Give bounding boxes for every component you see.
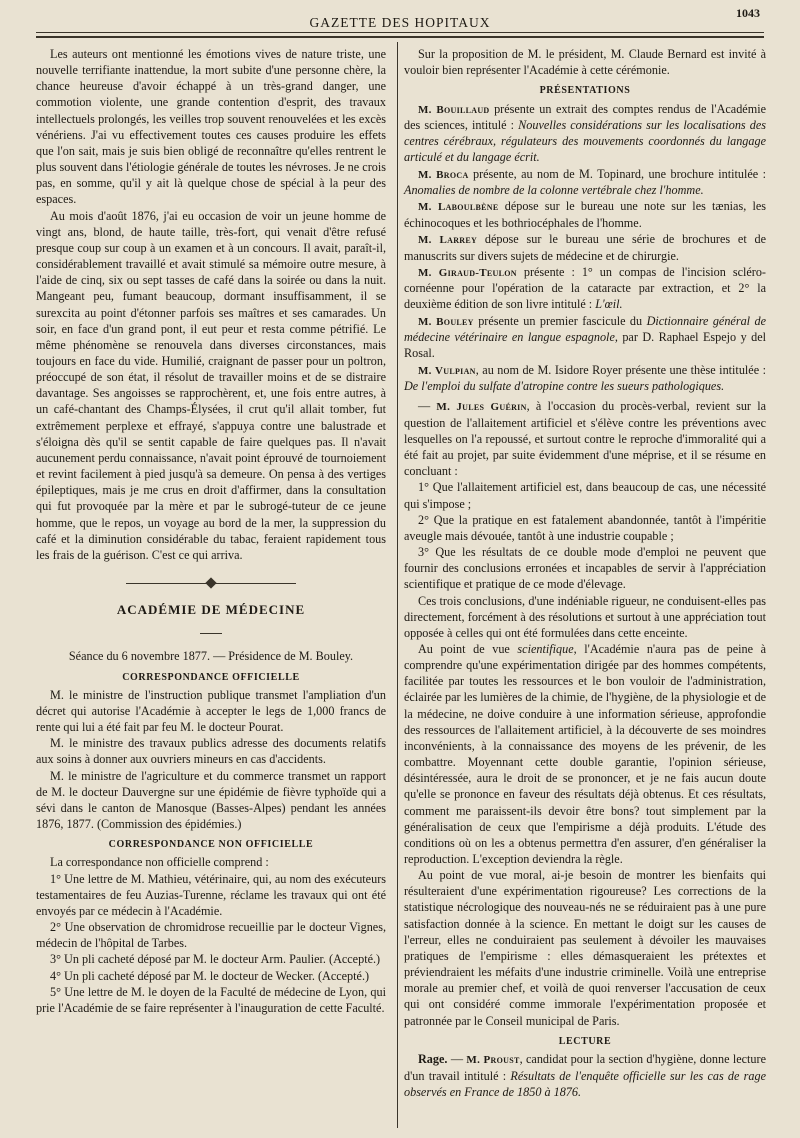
presenter-name: M. Larrey [418,234,478,247]
section-separator [36,579,386,587]
conclusion-item: 3° Que les résultats de ce double mode d'emploi ne peuvent que fournir des conclusions erronées et incapables de servir à l'appréciation scientifique et pratique de ce mode d'élevage. [404,545,766,592]
presentation-text: , au nom de M. Isidore Royer présente une thèse intitulée : [475,362,767,377]
presentation-title: Anomalies de nombre de la colonne vertébrale chez l'homme. [404,183,704,198]
speaker-name: M. Proust [466,1053,520,1066]
presentation-item [404,166,766,199]
presentation-title: De l'emploi du sulfate d'atropine contre les sueurs pathologiques. [404,379,725,394]
presenter-name: M. Laboulbène [418,201,499,214]
running-head: GAZETTE DES HOPITAUX [309,15,491,30]
presentation-text: présente un premier fascicule du [473,313,647,328]
separator-ornament [205,577,216,588]
dash: — [447,1051,467,1066]
conclusion-item: 1° Que l'allaitement artificiel est, dans beaucoup de cas, une nécessité qui s'impose ; [404,480,766,511]
article-paragraph: Les auteurs ont mentionné les émotions vives de nature triste, une nouvelle terrifiante inattendue, la mort subite d'une personne chère, la chance heureuse d'avoir échappé à un très-grand danger, une commotion violente, une grande contention d'esprit, des travaux intellectuels prolongés, les veilles trop souvent renouvelées et les excès vénériens. J'ai vu effectivement toutes ces causes produire les effets que l'on sait, mais je suis bien obligé de reconnaître qu'elles rentrent le plus souvent dans l'étiologie générale de toutes les névroses. Je ne crois pas, en somme, qu'il y ait là quelque chose de spécial à la peur des espaces. [36,47,386,207]
presentation-text: présente : 1° un compas de l'incision scléro-cornéenne pour l'opération de la cataracte par extraction, et 2° la deuxième édition de son livre intitulé : [404,264,766,312]
lecture-text: , candidat pour la section d'hygiène, donne lecture d'un travail intitulé : [404,1051,766,1083]
presentation-item [404,313,766,362]
guerin-paragraph [404,398,766,479]
presentation-text: dépose sur le bureau une note sur les tænias, les échinocoques et les bothriocéphales de l'homme. [404,199,766,230]
heading-dash [36,624,386,640]
lecture-item [404,1051,766,1100]
correspondance-item: 4° Un pli cacheté déposé par M. le docteur de Wecker. (Accepté.) [50,968,370,983]
seance-line: Séance du 6 novembre 1877. — Présidence de M. Bouley. [68,649,354,664]
guerin-text: , à l'occasion du procès-verbal, revient sur la question de l'allaitement artificiel et s'élève contre les préventions avec lesquelles on l'a repoussé, et surtout contre le reproche d'immoralité qui a été fait au projet, par suite évidemment d'une méprise, et il se résume en concluant : [404,399,766,479]
presenter-name: M. Broca [418,168,469,181]
presentation-title: Nouvelles considérations sur les localisations des centres cérébraux, régulateurs des mouvements coordonnés du langage articulé et du langage écrit. [404,118,766,165]
right-column [404,46,766,1100]
correspondance-item: 2° Une observation de chromidrose recueillie par le docteur Vignes, médecin de l'hôpital de Tarbes. [36,920,386,951]
academie-heading: ACADÉMIE DE MÉDECINE [116,602,306,617]
conclusion-item: 2° Que la pratique en est fatalement abandonnée, tantôt à l'impéritie aveugle mais dévouée, tantôt à une industrie coupable ; [404,512,766,543]
text-run: , l'Académie n'aura pas de peine à comprendre qu'une expérimentation dirigée par des hommes compétents, facilitée par toutes les ressources et le bon vouloir de l'administration, éclairée par les lumières de la chimie, de l'hygiène, de la physiologie et de la médecine, ne doive conduire à une information sérieuse, approfondie des ressources de l'allaitement artificiel, à la découverte de ses moindres inconvénients, à la connaissance des moyens de les prévenir, de les combattre. Moyennant cette double garantie, l'opinion sérieuse, désintéressée, aura le droit de se prononcer, et je ne fais aucun doute qu'elle se prononce en faveur des résultats déjà obtenus. Et ces résultats, comment me paraissent-ils devoir être bons? tout simplement par la généralisation de ceux que l'empirisme a déjà produits. L'étude des conditions où on les a obtenus permettra d'en assurer, d'en généraliser la reproduction. L'exception deviendra la règle. [404,641,766,866]
correspondance-officielle-heading: CORRESPONDANCE OFFICIELLE [122,671,300,683]
presentation-item [404,264,766,313]
presenter-name: M. Vulpian [418,364,476,377]
presentations-heading: PRÉSENTATIONS [539,85,631,97]
presentation-item [404,198,766,231]
presentation-title: Dictionnaire général de médecine vétérinaire en langue espagnole, [404,313,766,345]
correspondance-intro: La correspondance non officielle comprend : [50,855,269,870]
header-rule [36,32,764,33]
presenter-name: M. Giraud-Teulon [418,266,517,279]
rage-label: Rage. [418,1051,448,1066]
article-paragraph: Ces trois conclusions, d'une indéniable rigueur, ne conduisent-elles pas directement, forcément à des résolutions et surtout à une appréciation tout opposée à celles qui ont été formulées dans cette enceinte. [404,593,766,640]
presentation-text: dépose sur le bureau une série de brochures et de manuscrits sur divers sujets de médecine et de chirurgie. [404,232,766,263]
guerin-dash: — [418,399,437,414]
correspondance-item: 3° Un pli cacheté déposé par M. le docteur Arm. Paulier. (Accepté.) [50,952,381,967]
correspondance-non-officielle-heading: CORRESPONDANCE NON OFFICIELLE [108,839,314,851]
presentation-text: présente un extrait des comptes rendus de l'Académie des sciences, intitulé : [404,101,766,133]
left-column [36,46,386,1016]
lecture-heading: LECTURE [558,1035,612,1047]
emphasis: scientifique [517,641,574,656]
article-paragraph: Au point de vue moral, ai-je besoin de montrer les bienfaits qui résulteraient d'une expérimentation rigoureuse? Les corrections de la statistique nécrologique des nouveau-nés ne se réduiraient pas à une pure satisfaction donnée à la science. En mettant le doigt sur les causes de l'erreur, elles ne conduiraient pas seulement à dévoiler les mauvaises pratiques de l'empirisme : elles démasqueraient les prétextes et préviendraient les méfaits d'une industrie criminelle. Voilà une entreprise morale au premier chef, et voilà de quoi renverser l'accusation de ceux qui ont considéré comme immorale l'expérimentation proposée et patronnée par le Conseil municipal de Paris. [404,868,766,1028]
presentation-text: présente, au nom de M. Topinard, une brochure intitulée : [468,166,766,181]
presentation-item [404,231,766,264]
column-divider [397,42,398,1128]
presentation-title: L'œil. [595,297,623,312]
lecture-title: Résultats de l'enquête officielle sur les cas de rage observés en France de 1850 à 1876. [404,1068,766,1099]
presentation-item [404,362,766,395]
correspondance-item: M. le ministre de l'instruction publique transmet l'ampliation d'un décret qui autorise l'Académie à accepter le legs de 1,000 francs de rente qui lui a été fait par feu M. le docteur Pourat. [36,687,386,735]
text-run: Au point de vue [418,641,518,656]
speaker-name: M. Jules Guérin [436,401,527,414]
correspondance-item: 5° Une lettre de M. le doyen de la Faculté de médecine de Lyon, qui prie l'Académie de se faire représenter à l'inauguration de cette Faculté. [36,984,386,1015]
presentation-item [404,101,766,166]
presenter-name: M. Bouley [418,315,474,328]
presenter-name: M. Bouillaud [418,103,490,116]
article-paragraph: Au mois d'août 1876, j'ai eu occasion de voir un jeune homme de vingt ans, blond, de haute taille, très-fort, qui venait d'être refusé presque coup sur coup à un examen et à un concours. Il avait, paraît-il, considérablement travaillé et avait stimulé sa mémoire outre mesure, à l'aide de cinq, six ou sept tasses de café dans la soirée ou dans la nuit. Mangeant peu, fumant beaucoup, dormant insuffisamment, il se surexcita au point d'étonner parfois ses maîtres et ses camarades. Un soir, en face d'un grand pont, il eut peur et resta comme pétrifié. Le même phénomène se renouvela dans diverses circonstances, mais toujours en face du vide. Humilié, craignant de passer pour un poltron, préoccupé de son état, il résolut de travailler moins et de se distraire davantage. Ses angoisses se rapprochèrent, et, une fois entre autres, à un café-chantant des Champs-Élysées, il crut qu'il allait tomber, fut extrêmement perplexe et effrayé, s'appuya contre une balustrade et s'éloigna dès qu'il se sentit capable de faire quelques pas. Il n'avait aucunement perdu connaissance, n'avait point éprouvé de tournoiement et revint facilement à pied jusqu'à sa demeure. On pensa à des vertiges épileptiques, mais je me crus en droit d'affirmer, dans la consultation qui fut provoquée par la mère et par le subrogé-tuteur de ce jeune homme, que le repos, un voyage au bord de la mer, la suppression du café et la diminution considérable du tabac, feraient rapidement tous les frais de la guérison. C'est ce qui arriva. [36,208,386,562]
article-paragraph [404,641,766,867]
header-rule-thick [36,36,764,38]
article-paragraph: Sur la proposition de M. le président, M. Claude Bernard est invité à vouloir bien représenter l'Académie à cette cérémonie. [404,47,766,78]
page-number: 1043 [736,6,760,20]
correspondance-item: M. le ministre de l'agriculture et du commerce transmet un rapport de M. le docteur Dauvergne sur une épidémie de fièvre typhoïde qui a sévi dans le canton de Manosque (Basses-Alpes) pendant les années 1876, 1877. (Commission des épidémies.) [36,768,386,832]
presentation-text-after: par D. Raphael Espejo y del Rosal. [404,330,766,361]
page-header [36,6,764,30]
correspondance-item: M. le ministre des travaux publics adresse des documents relatifs aux soins à donner aux ouvriers mineurs en cas d'accidents. [36,736,386,767]
correspondance-item: 1° Une lettre de M. Mathieu, vétérinaire, qui, au nom des exécuteurs testamentaires de feu Auzias-Turenne, réclame les travaux qui ont été envoyés par ce médecin à l'Académie. [36,871,386,918]
